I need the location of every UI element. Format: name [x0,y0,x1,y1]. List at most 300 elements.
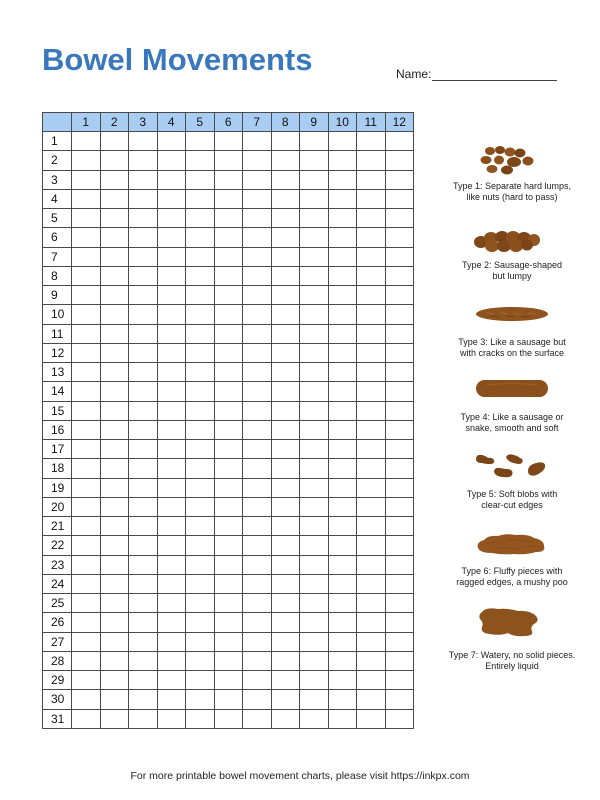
grid-cell[interactable] [186,247,215,266]
grid-cell[interactable] [72,363,101,382]
grid-cell[interactable] [243,382,272,401]
grid-cell[interactable] [300,170,329,189]
grid-cell[interactable] [243,478,272,497]
grid-cell[interactable] [300,189,329,208]
grid-cell[interactable] [243,671,272,690]
grid-cell[interactable] [129,459,158,478]
grid-cell[interactable] [100,266,129,285]
grid-cell[interactable] [214,574,243,593]
grid-cell[interactable] [129,574,158,593]
grid-cell[interactable] [357,343,386,362]
grid-cell[interactable] [385,690,414,709]
grid-cell[interactable] [300,382,329,401]
grid-cell[interactable] [357,632,386,651]
grid-cell[interactable] [300,671,329,690]
name-field[interactable] [396,67,557,81]
grid-cell[interactable] [186,132,215,151]
grid-cell[interactable] [129,536,158,555]
grid-cell[interactable] [72,401,101,420]
grid-cell[interactable] [100,343,129,362]
grid-cell[interactable] [72,286,101,305]
grid-cell[interactable] [357,594,386,613]
grid-cell[interactable] [129,305,158,324]
grid-cell[interactable] [100,651,129,670]
grid-cell[interactable] [100,690,129,709]
grid-cell[interactable] [157,555,186,574]
grid-cell[interactable] [157,632,186,651]
grid-cell[interactable] [186,343,215,362]
grid-cell[interactable] [214,209,243,228]
grid-cell[interactable] [100,209,129,228]
grid-cell[interactable] [357,690,386,709]
grid-cell[interactable] [385,671,414,690]
grid-cell[interactable] [186,594,215,613]
grid-cell[interactable] [214,459,243,478]
grid-cell[interactable] [186,459,215,478]
grid-cell[interactable] [328,671,357,690]
grid-cell[interactable] [385,420,414,439]
grid-cell[interactable] [72,247,101,266]
grid-cell[interactable] [385,324,414,343]
grid-cell[interactable] [271,517,300,536]
grid-cell[interactable] [129,382,158,401]
grid-cell[interactable] [100,536,129,555]
grid-cell[interactable] [328,286,357,305]
grid-cell[interactable] [157,594,186,613]
grid-cell[interactable] [243,228,272,247]
grid-cell[interactable] [385,497,414,516]
grid-cell[interactable] [243,555,272,574]
grid-cell[interactable] [157,709,186,728]
grid-cell[interactable] [300,209,329,228]
grid-cell[interactable] [100,459,129,478]
grid-cell[interactable] [157,305,186,324]
grid-cell[interactable] [129,440,158,459]
grid-cell[interactable] [271,286,300,305]
grid-cell[interactable] [72,497,101,516]
grid-cell[interactable] [300,440,329,459]
grid-cell[interactable] [129,478,158,497]
grid-cell[interactable] [186,189,215,208]
grid-cell[interactable] [328,690,357,709]
name-input-line[interactable] [432,68,557,81]
grid-cell[interactable] [271,247,300,266]
grid-cell[interactable] [157,382,186,401]
grid-cell[interactable] [157,151,186,170]
grid-cell[interactable] [243,305,272,324]
grid-cell[interactable] [72,170,101,189]
grid-cell[interactable] [129,363,158,382]
grid-cell[interactable] [157,132,186,151]
grid-cell[interactable] [243,247,272,266]
grid-cell[interactable] [186,632,215,651]
grid-cell[interactable] [72,478,101,497]
grid-cell[interactable] [271,459,300,478]
grid-cell[interactable] [243,440,272,459]
grid-cell[interactable] [357,170,386,189]
grid-cell[interactable] [271,613,300,632]
grid-cell[interactable] [357,671,386,690]
grid-cell[interactable] [157,574,186,593]
grid-cell[interactable] [186,517,215,536]
grid-cell[interactable] [243,170,272,189]
grid-cell[interactable] [300,594,329,613]
grid-cell[interactable] [385,632,414,651]
grid-cell[interactable] [72,651,101,670]
grid-cell[interactable] [186,690,215,709]
grid-cell[interactable] [357,478,386,497]
grid-cell[interactable] [186,170,215,189]
grid-cell[interactable] [157,228,186,247]
grid-cell[interactable] [271,343,300,362]
grid-cell[interactable] [214,651,243,670]
grid-cell[interactable] [186,497,215,516]
grid-cell[interactable] [300,459,329,478]
grid-cell[interactable] [72,151,101,170]
grid-cell[interactable] [129,170,158,189]
grid-cell[interactable] [186,324,215,343]
grid-cell[interactable] [243,266,272,285]
grid-cell[interactable] [385,228,414,247]
grid-cell[interactable] [129,324,158,343]
grid-cell[interactable] [328,594,357,613]
grid-cell[interactable] [300,151,329,170]
grid-cell[interactable] [328,613,357,632]
grid-cell[interactable] [300,324,329,343]
grid-cell[interactable] [129,497,158,516]
grid-cell[interactable] [186,382,215,401]
grid-cell[interactable] [186,151,215,170]
grid-cell[interactable] [72,440,101,459]
grid-cell[interactable] [328,151,357,170]
grid-cell[interactable] [357,401,386,420]
grid-cell[interactable] [300,286,329,305]
grid-cell[interactable] [157,440,186,459]
grid-cell[interactable] [300,709,329,728]
grid-cell[interactable] [72,305,101,324]
grid-cell[interactable] [243,497,272,516]
grid-cell[interactable] [186,363,215,382]
grid-cell[interactable] [300,613,329,632]
grid-cell[interactable] [129,132,158,151]
grid-cell[interactable] [385,209,414,228]
grid-cell[interactable] [271,709,300,728]
grid-cell[interactable] [72,536,101,555]
grid-cell[interactable] [72,324,101,343]
grid-cell[interactable] [214,690,243,709]
grid-cell[interactable] [129,286,158,305]
grid-cell[interactable] [271,651,300,670]
grid-cell[interactable] [157,401,186,420]
grid-cell[interactable] [357,651,386,670]
grid-cell[interactable] [100,401,129,420]
grid-cell[interactable] [357,709,386,728]
grid-cell[interactable] [328,266,357,285]
grid-cell[interactable] [214,324,243,343]
grid-cell[interactable] [186,420,215,439]
grid-cell[interactable] [300,478,329,497]
grid-cell[interactable] [100,420,129,439]
grid-cell[interactable] [300,497,329,516]
grid-cell[interactable] [243,209,272,228]
grid-cell[interactable] [385,286,414,305]
grid-cell[interactable] [300,574,329,593]
grid-cell[interactable] [72,555,101,574]
grid-cell[interactable] [271,189,300,208]
grid-cell[interactable] [214,594,243,613]
grid-cell[interactable] [214,420,243,439]
grid-cell[interactable] [271,536,300,555]
grid-cell[interactable] [186,305,215,324]
grid-cell[interactable] [328,555,357,574]
grid-cell[interactable] [214,132,243,151]
grid-cell[interactable] [214,555,243,574]
grid-cell[interactable] [328,247,357,266]
grid-cell[interactable] [100,613,129,632]
grid-cell[interactable] [300,632,329,651]
grid-cell[interactable] [214,632,243,651]
grid-cell[interactable] [357,440,386,459]
grid-cell[interactable] [271,266,300,285]
grid-cell[interactable] [385,555,414,574]
grid-cell[interactable] [157,343,186,362]
grid-cell[interactable] [328,209,357,228]
grid-cell[interactable] [157,690,186,709]
grid-cell[interactable] [271,478,300,497]
grid-cell[interactable] [214,228,243,247]
grid-cell[interactable] [328,363,357,382]
grid-cell[interactable] [129,651,158,670]
grid-cell[interactable] [243,189,272,208]
grid-cell[interactable] [328,440,357,459]
grid-cell[interactable] [385,709,414,728]
grid-cell[interactable] [357,189,386,208]
grid-cell[interactable] [385,401,414,420]
grid-cell[interactable] [214,536,243,555]
grid-cell[interactable] [72,382,101,401]
grid-cell[interactable] [271,555,300,574]
grid-cell[interactable] [328,305,357,324]
grid-cell[interactable] [214,709,243,728]
grid-cell[interactable] [214,401,243,420]
grid-cell[interactable] [186,709,215,728]
grid-cell[interactable] [157,671,186,690]
grid-cell[interactable] [357,382,386,401]
grid-cell[interactable] [129,632,158,651]
grid-cell[interactable] [385,536,414,555]
grid-cell[interactable] [100,632,129,651]
grid-cell[interactable] [243,420,272,439]
grid-cell[interactable] [271,324,300,343]
grid-cell[interactable] [328,324,357,343]
grid-cell[interactable] [243,690,272,709]
grid-cell[interactable] [186,478,215,497]
grid-cell[interactable] [157,478,186,497]
grid-cell[interactable] [100,151,129,170]
grid-cell[interactable] [243,594,272,613]
grid-cell[interactable] [72,574,101,593]
grid-cell[interactable] [328,497,357,516]
grid-cell[interactable] [300,651,329,670]
grid-cell[interactable] [300,132,329,151]
grid-cell[interactable] [214,497,243,516]
grid-cell[interactable] [186,440,215,459]
grid-cell[interactable] [129,690,158,709]
grid-cell[interactable] [243,632,272,651]
grid-cell[interactable] [72,132,101,151]
grid-cell[interactable] [328,132,357,151]
grid-cell[interactable] [271,132,300,151]
grid-cell[interactable] [214,517,243,536]
grid-cell[interactable] [385,382,414,401]
grid-cell[interactable] [129,266,158,285]
grid-cell[interactable] [214,266,243,285]
grid-cell[interactable] [271,228,300,247]
grid-cell[interactable] [100,555,129,574]
grid-cell[interactable] [129,343,158,362]
grid-cell[interactable] [271,401,300,420]
grid-cell[interactable] [129,671,158,690]
grid-cell[interactable] [100,305,129,324]
grid-cell[interactable] [243,651,272,670]
grid-cell[interactable] [186,651,215,670]
grid-cell[interactable] [271,671,300,690]
grid-cell[interactable] [357,459,386,478]
grid-cell[interactable] [129,247,158,266]
grid-cell[interactable] [328,709,357,728]
grid-cell[interactable] [385,517,414,536]
grid-cell[interactable] [385,594,414,613]
grid-cell[interactable] [100,324,129,343]
grid-cell[interactable] [129,709,158,728]
grid-cell[interactable] [100,709,129,728]
grid-cell[interactable] [157,363,186,382]
grid-cell[interactable] [385,574,414,593]
grid-cell[interactable] [214,151,243,170]
grid-cell[interactable] [271,594,300,613]
grid-cell[interactable] [328,228,357,247]
grid-cell[interactable] [72,189,101,208]
grid-cell[interactable] [243,343,272,362]
grid-cell[interactable] [100,189,129,208]
grid-cell[interactable] [72,228,101,247]
grid-cell[interactable] [300,247,329,266]
grid-cell[interactable] [385,478,414,497]
grid-cell[interactable] [243,132,272,151]
grid-cell[interactable] [357,209,386,228]
grid-cell[interactable] [186,555,215,574]
grid-cell[interactable] [300,536,329,555]
grid-cell[interactable] [157,536,186,555]
grid-cell[interactable] [186,228,215,247]
grid-cell[interactable] [328,343,357,362]
grid-cell[interactable] [328,536,357,555]
grid-cell[interactable] [357,613,386,632]
grid-cell[interactable] [243,459,272,478]
grid-cell[interactable] [214,671,243,690]
grid-cell[interactable] [357,132,386,151]
grid-cell[interactable] [357,286,386,305]
grid-cell[interactable] [243,574,272,593]
grid-cell[interactable] [385,651,414,670]
grid-cell[interactable] [271,363,300,382]
grid-cell[interactable] [186,266,215,285]
grid-cell[interactable] [328,632,357,651]
grid-cell[interactable] [357,536,386,555]
grid-cell[interactable] [129,517,158,536]
grid-cell[interactable] [129,228,158,247]
grid-cell[interactable] [300,266,329,285]
grid-cell[interactable] [271,209,300,228]
grid-cell[interactable] [129,420,158,439]
grid-cell[interactable] [214,440,243,459]
grid-cell[interactable] [300,401,329,420]
grid-cell[interactable] [357,574,386,593]
grid-cell[interactable] [129,151,158,170]
grid-cell[interactable] [385,132,414,151]
grid-cell[interactable] [300,228,329,247]
grid-cell[interactable] [157,324,186,343]
grid-cell[interactable] [100,363,129,382]
grid-cell[interactable] [100,247,129,266]
grid-cell[interactable] [357,151,386,170]
grid-cell[interactable] [357,497,386,516]
grid-cell[interactable] [186,613,215,632]
grid-cell[interactable] [300,363,329,382]
grid-cell[interactable] [243,401,272,420]
grid-cell[interactable] [357,228,386,247]
grid-cell[interactable] [129,594,158,613]
grid-cell[interactable] [385,305,414,324]
grid-cell[interactable] [357,305,386,324]
grid-cell[interactable] [357,420,386,439]
grid-cell[interactable] [357,266,386,285]
grid-cell[interactable] [243,151,272,170]
grid-cell[interactable] [300,555,329,574]
grid-cell[interactable] [328,478,357,497]
grid-cell[interactable] [100,594,129,613]
grid-cell[interactable] [385,151,414,170]
grid-cell[interactable] [243,286,272,305]
grid-cell[interactable] [72,420,101,439]
grid-cell[interactable] [129,555,158,574]
grid-cell[interactable] [243,363,272,382]
grid-cell[interactable] [328,517,357,536]
grid-cell[interactable] [100,132,129,151]
grid-cell[interactable] [357,517,386,536]
grid-cell[interactable] [300,343,329,362]
grid-cell[interactable] [328,420,357,439]
grid-cell[interactable] [328,189,357,208]
grid-cell[interactable] [129,401,158,420]
grid-cell[interactable] [157,497,186,516]
grid-cell[interactable] [157,459,186,478]
grid-cell[interactable] [157,651,186,670]
grid-cell[interactable] [72,209,101,228]
grid-cell[interactable] [243,536,272,555]
grid-cell[interactable] [72,709,101,728]
grid-cell[interactable] [357,324,386,343]
grid-cell[interactable] [328,651,357,670]
grid-cell[interactable] [72,690,101,709]
grid-cell[interactable] [186,401,215,420]
grid-cell[interactable] [385,170,414,189]
grid-cell[interactable] [271,497,300,516]
grid-cell[interactable] [271,305,300,324]
grid-cell[interactable] [157,170,186,189]
grid-cell[interactable] [271,170,300,189]
grid-cell[interactable] [72,632,101,651]
